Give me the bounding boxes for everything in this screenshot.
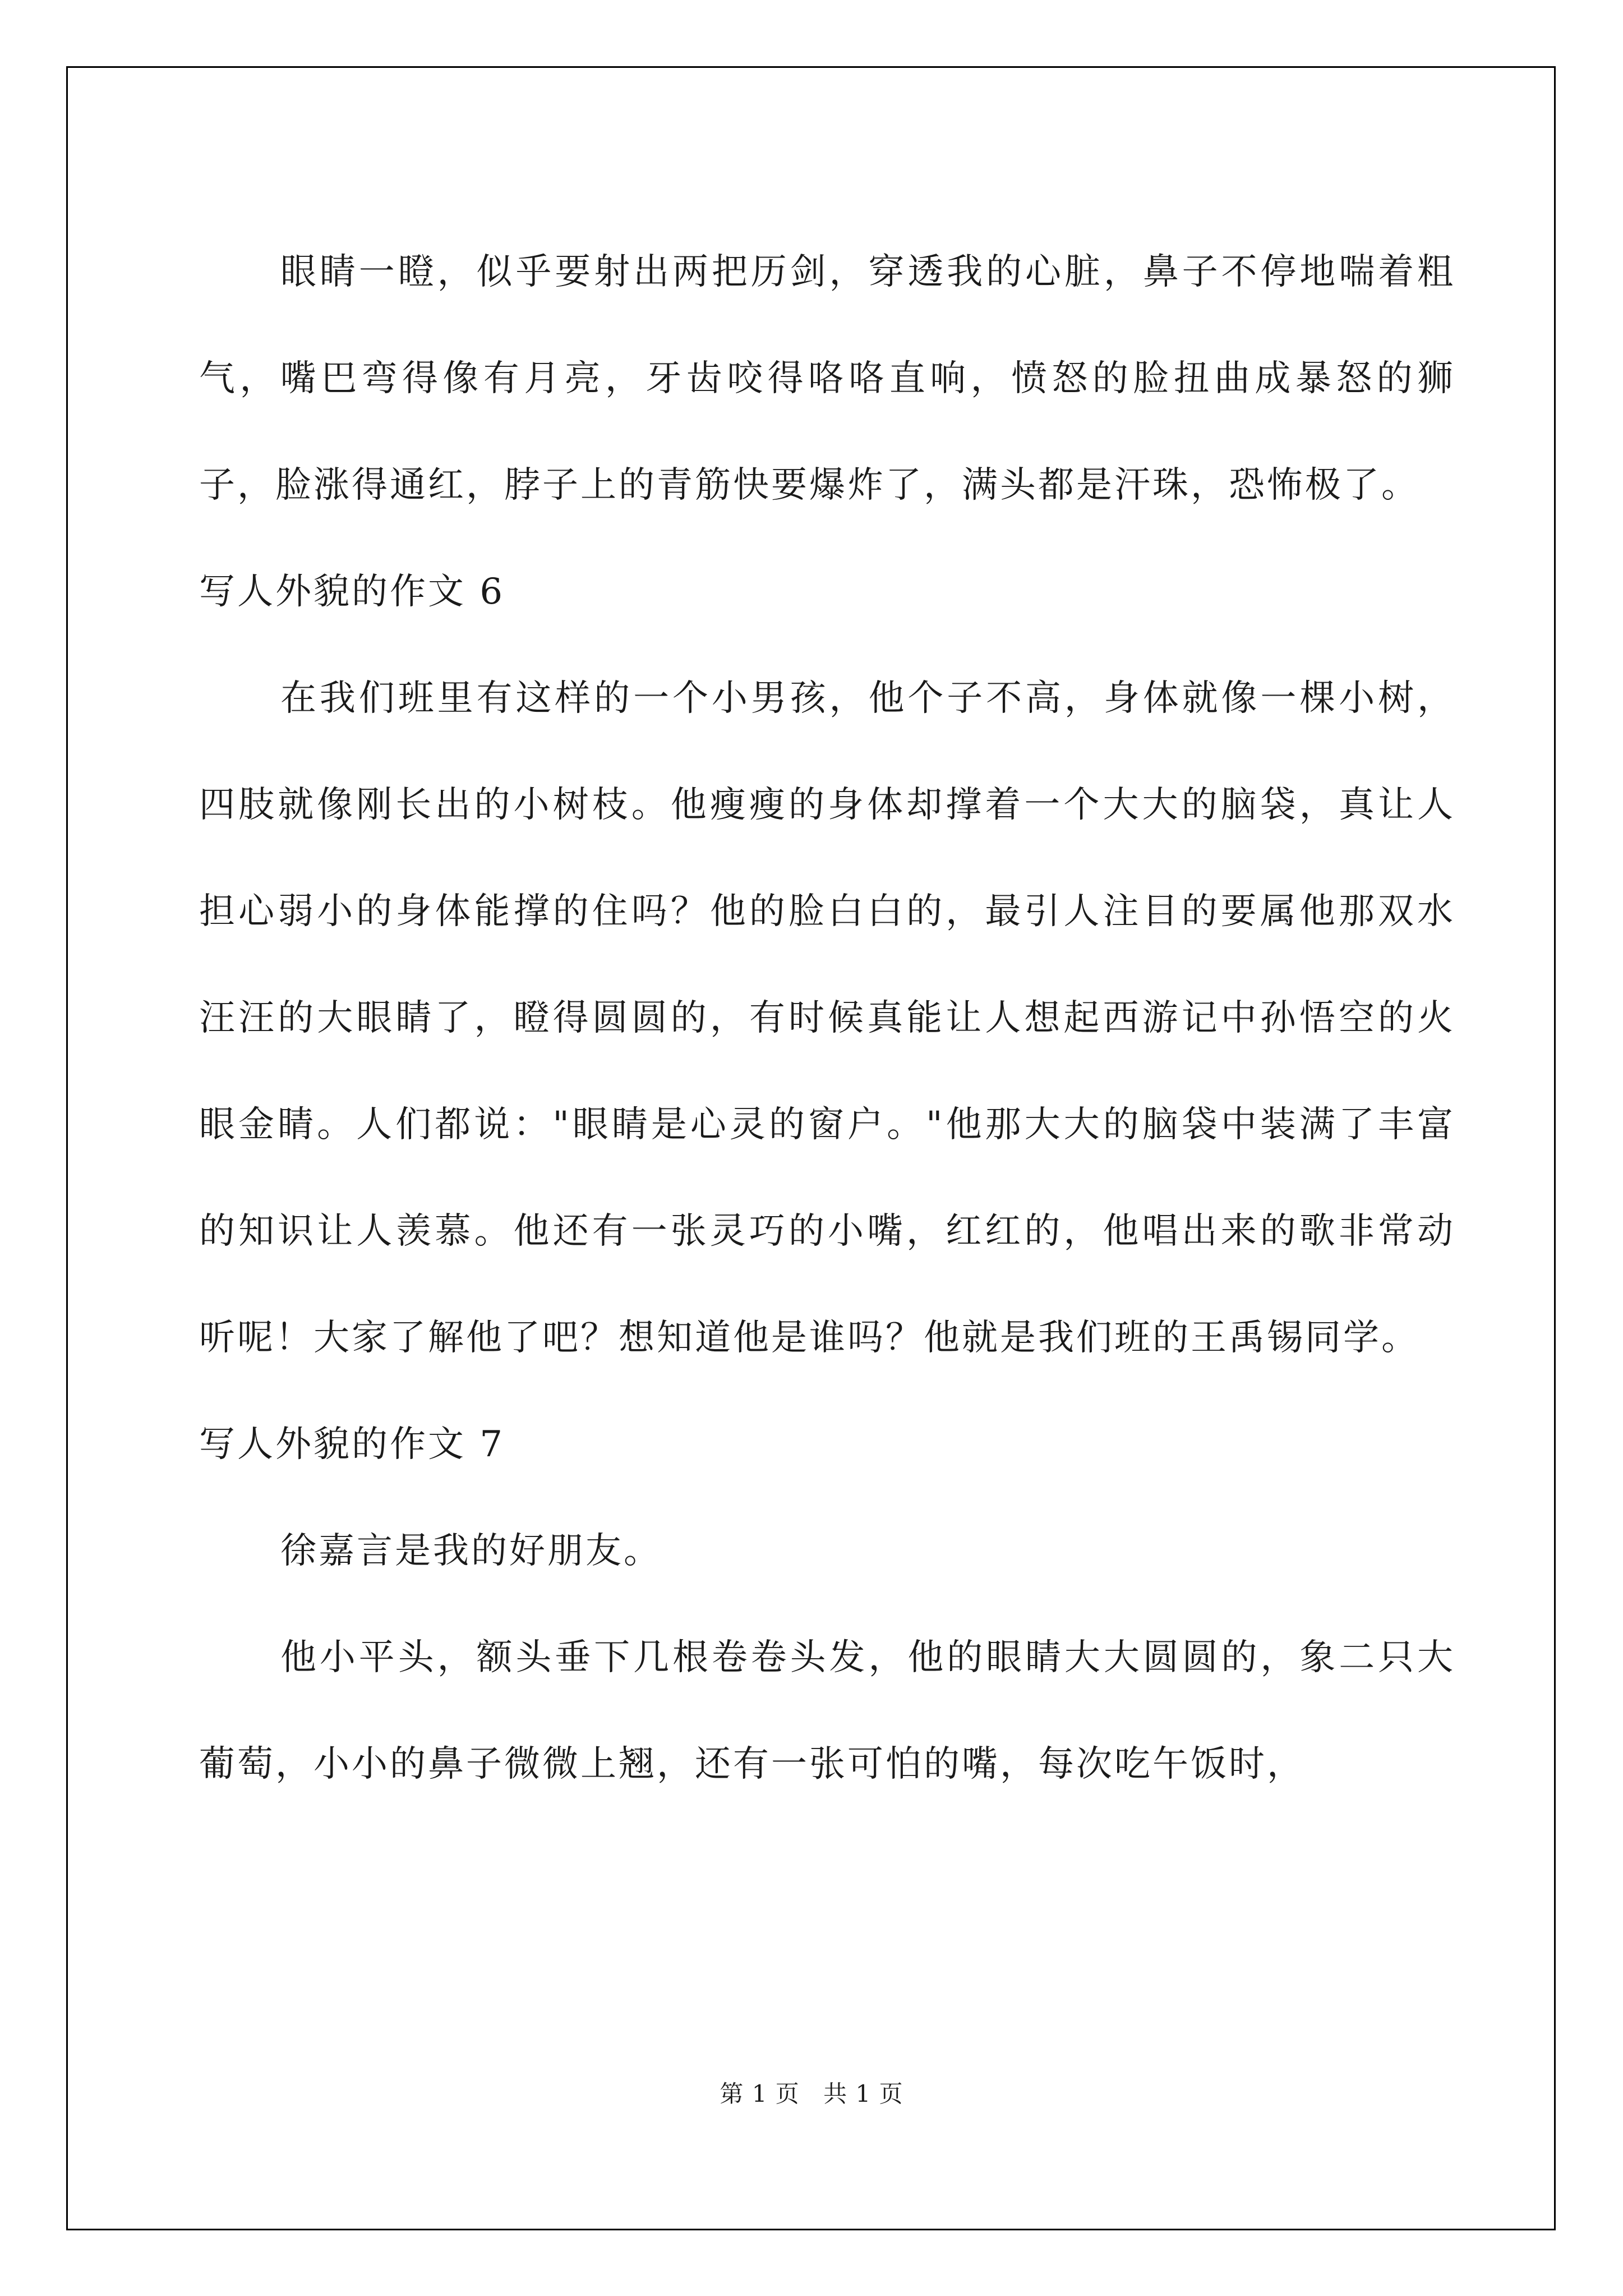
paragraph: 他小平头，额头垂下几根卷卷头发，他的眼睛大大圆圆的，象二只大葡萄，小小的鼻子微微上翘，还有一张可怕的嘴，每次吃午饭时， bbox=[199, 1637, 1455, 1785]
paragraph: 在我们班里有这样的一个小男孩，他个子不高，身体就像一棵小树，四肢就像刚长出的小树枝。他瘦瘦的身体却撑着一个大大的脑袋，真让人担心弱小的身体能撑的住吗？他的脸白白的，最引人注目的要属他那双水汪汪的大眼睛了，瞪得圆圆的，有时候真能让人想起西游记中孙悟空的火眼金睛。人们都说："眼睛是心灵的窗户。"他那大大的脑袋中装满了丰富的知识让人羡慕。他还有一张灵巧的小嘴，红红的，他唱出来的歌非常动听呢！大家了解他了吧？想知道他是谁吗？他就是我们班的王禹锡同学。 bbox=[199, 678, 1455, 1359]
page-footer bbox=[0, 2076, 1623, 2109]
section-heading: 写人外貌的作文 6 bbox=[199, 571, 505, 613]
page-number: 第 1 页 bbox=[720, 2080, 800, 2108]
document-body bbox=[199, 219, 1455, 1818]
page-total: 共 1 页 bbox=[823, 2080, 903, 2108]
section-heading: 写人外貌的作文 7 bbox=[199, 1424, 505, 1465]
paragraph: 徐嘉言是我的好朋友。 bbox=[280, 1530, 662, 1572]
paragraph: 眼睛一瞪，似乎要射出两把历剑，穿透我的心脏，鼻子不停地喘着粗气，嘴巴弯得像有月亮，牙齿咬得咯咯直响，愤怒的脸扭曲成暴怒的狮子，脸涨得通红，脖子上的青筋快要爆炸了，满头都是汗珠，恐怖极了。 bbox=[199, 251, 1455, 506]
